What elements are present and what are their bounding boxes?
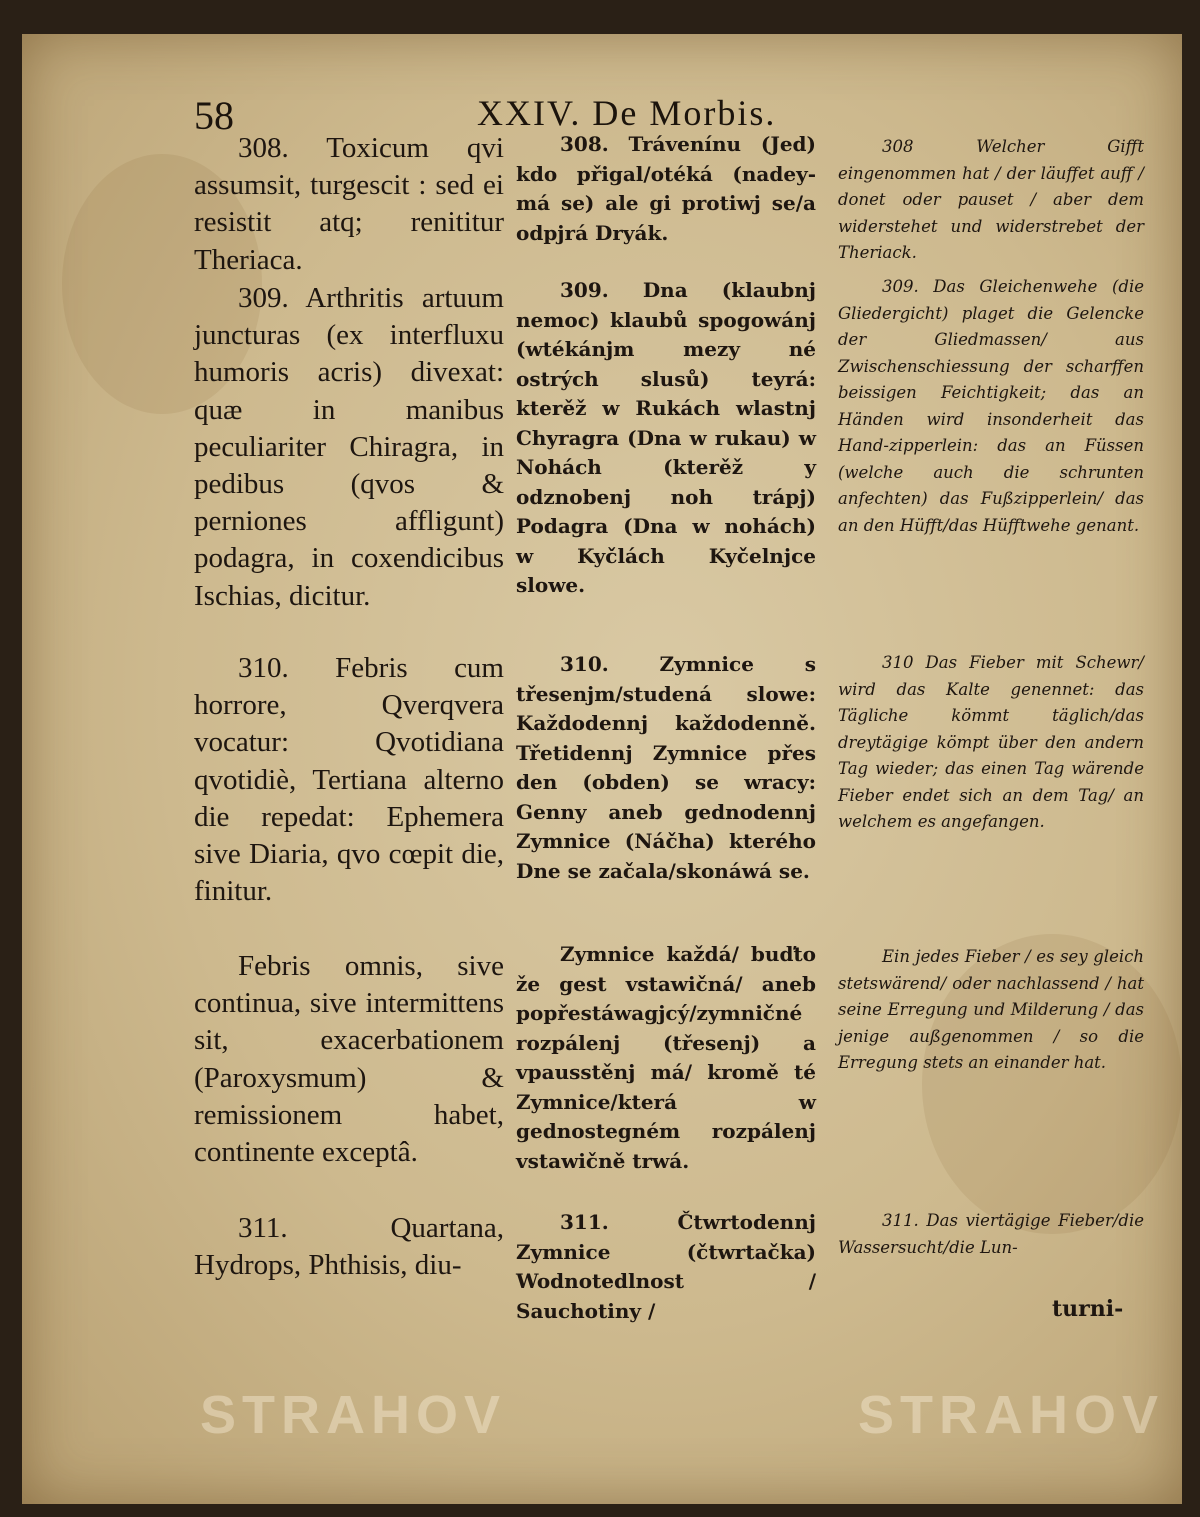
catchword: turni- <box>1052 1296 1124 1322</box>
german-paragraph-310: 310 Das Fieber mit Schewr/ wird das Kalte genennet: das Tägliche kömmt täglich/das dreytägige kömpt über den andern Tag wieder; das einen Tag wärende Fieber endet sich an dem Tag/ an welchem es angefangen. <box>838 653 1144 831</box>
czech-paragraph-zymnice: Zymnice každá/ buďto že gest vstawičná/ aneb popřestáwagjcý/zymničné rozpálenj (třesenj) a vpausstěnj má/ kromě té Zymnice/která w gednostegném rozpálenj vstawičně trwá. <box>516 942 816 1173</box>
czech-paragraph-311: 311. Čtwrtodennj Zymnice (čtwrtačka) Wodnotedlnost / Sauchotiny / <box>516 1210 816 1323</box>
library-watermark: STRAHOV <box>858 1385 1165 1445</box>
latin-paragraph-febris: Febris omnis, sive continua, sive intermittens sit, exacerbationem (Paroxysmum) & remissionem habet, continente exceptâ. <box>194 950 504 1169</box>
latin-paragraph-309: 309. Arthritis artuum juncturas (ex interfluxu humoris acris) divexat: quæ in manibus peculiariter Chiragra, in pedibus (qvos & perniones affligunt) podagra, in coxendicibus Ischias, dicitur. <box>194 282 504 612</box>
page-number: 58 <box>194 93 234 138</box>
latin-paragraph-311: 311. Quartana, Hydrops, Phthisis, diu- <box>194 1212 504 1282</box>
czech-paragraph-309: 309. Dna (klaubnj nemoc) klaubů spogowánj (wtékánjm mezy né ostrých slusů) teyrá: kterěž w Rukách wlastnj Chyragra (Dna w rukau) w Nohách (kterěž y odznobenj noh trápj) Podagra (Dna w nohách) w Kyčlách Kyčelnjce slowe. <box>516 278 816 597</box>
german-paragraph-308: 308 Welcher Gifft eingenommen hat / der läuffet auff / donet oder pauset / aber dem widerstehet und widerstrebet der Theriack. <box>838 137 1144 262</box>
latin-paragraph-308: 308. Toxicum qvi assumsit, turgescit : sed ei resistit atq; renititur Theriaca. <box>194 132 504 276</box>
czech-paragraph-308: 308. Trávenínu (Jed) kdo přigal/otéká (nadey-má se) ale gi protiwj se/a odpjrá Dryák. <box>516 132 816 245</box>
book-page <box>22 34 1182 1504</box>
german-paragraph-309: 309. Das Gleichenwehe (die Gliedergicht) plaget die Gelencke der Gliedmassen/ aus Zwischenschiessung der scharffen beissigen Feichtigkeit; das an Händen wird insonderheit das Hand-zipperlein: das an Füssen (welche auch die schrunten anfechten) das Fußzipperlein/ das an den Hüfft/das Hüfftwehe genant. <box>838 277 1144 535</box>
running-title: XXIV. De Morbis. <box>477 93 777 133</box>
latin-paragraph-310: 310. Febris cum horrore, Qverqvera vocatur: Qvotidiana qvotidiè, Tertiana alterno die repedat: Ephemera sive Diaria, qvo cœpit die, finitur. <box>194 652 504 908</box>
german-paragraph-311: 311. Das viertägige Fieber/die Wassersucht/die Lun- <box>838 1211 1144 1257</box>
german-paragraph-fieber: Ein jedes Fieber / es sey gleich stetswärend/ oder nachlassend / hat seine Erregung und Milderung / das jenige außgenommen / so die Erregung stets an einander hat. <box>838 947 1144 1072</box>
czech-paragraph-310: 310. Zymnice s třesenjm/studená slowe: Každodennj každodenně. Třetidennj Zymnice přes den (obden) se wracy: Genny aneb gednodennj Zymnice (Náčha) kterého Dne se začala/skonáwá se. <box>516 652 816 883</box>
library-watermark: STRAHOV <box>200 1385 507 1445</box>
